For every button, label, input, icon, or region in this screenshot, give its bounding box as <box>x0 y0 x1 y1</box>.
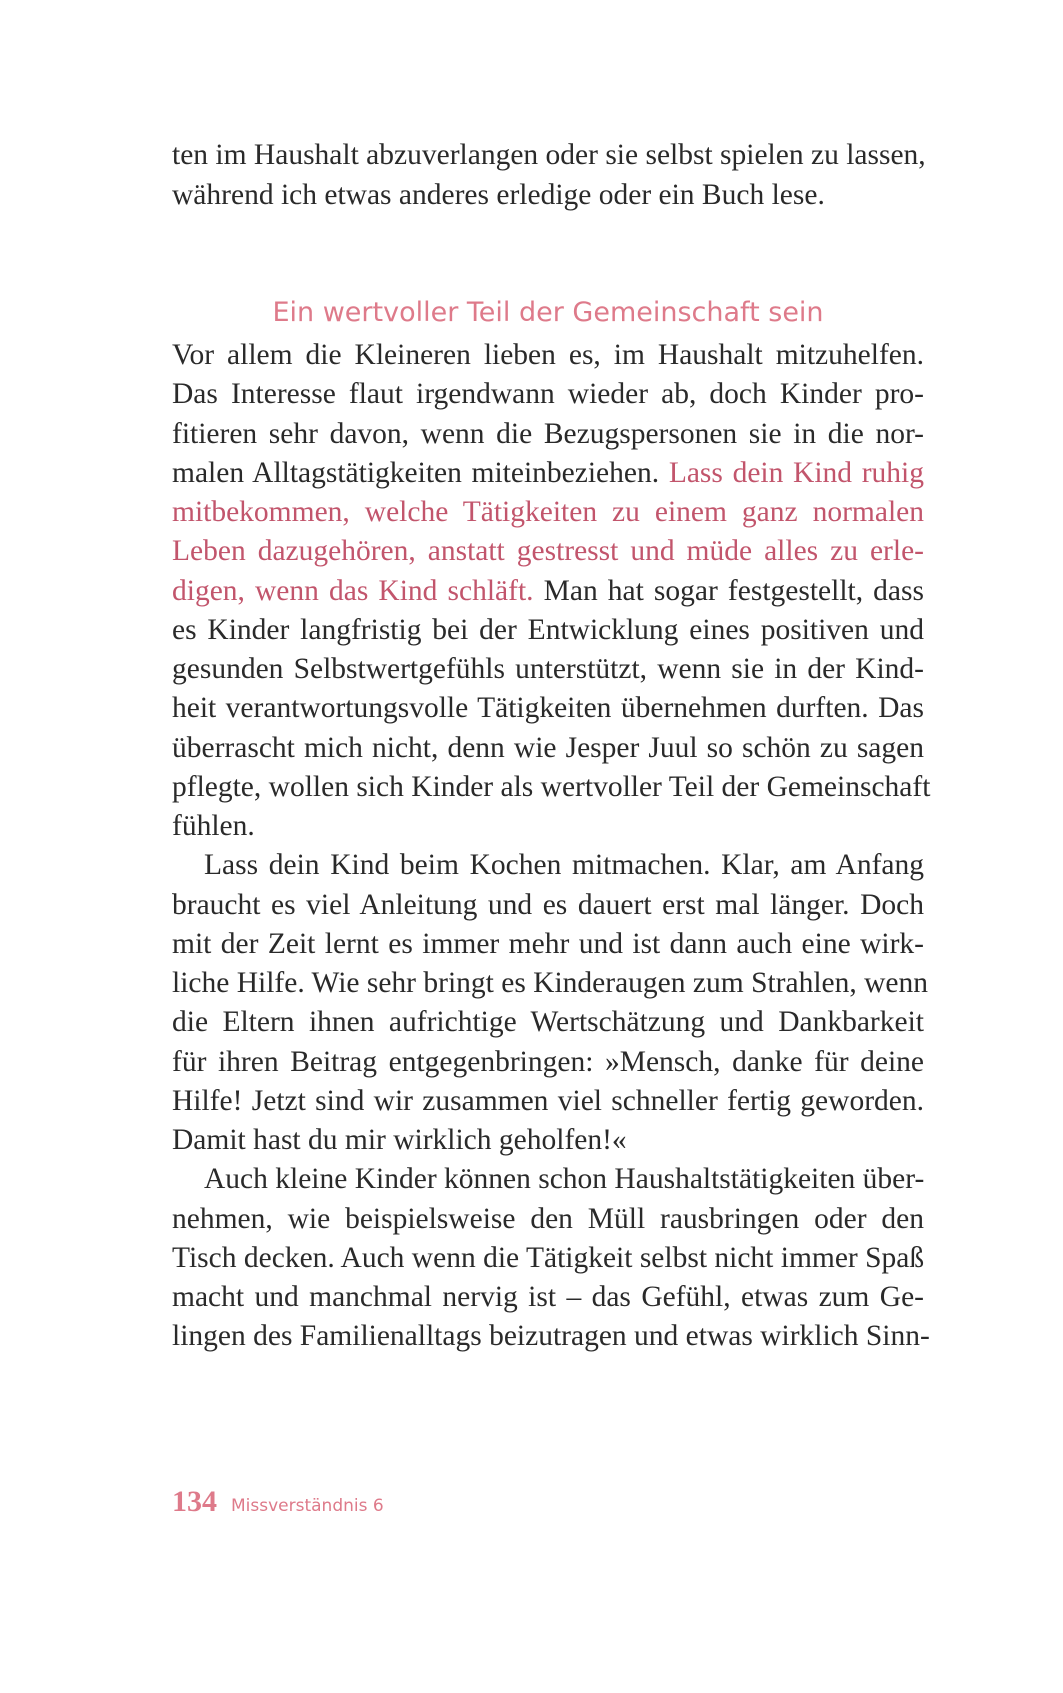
text-line: lingen des Familienalltags beizutragen und etwas wirklich Sinn- <box>172 1320 930 1352</box>
text-line: für ihren Beitrag entgegenbringen: »Mensch, danke für deine <box>172 1046 924 1078</box>
text-line: Vor allem die Kleineren lieben es, im Haushalt mitzuhelfen. <box>172 339 924 371</box>
page-footer <box>172 1485 384 1519</box>
text-line: macht und manchmal nervig ist – das Gefühl, etwas zum Ge- <box>172 1281 924 1313</box>
text-line: überrascht mich nicht, denn wie Jesper Juul so schön zu sagen <box>172 732 924 764</box>
text-line: fitieren sehr davon, wenn die Bezugspersonen sie in die nor- <box>172 418 924 450</box>
highlight-line: Leben dazugehören, anstatt gestresst und müde alles zu erle- <box>172 535 924 567</box>
text-line: Das Interesse flaut irgendwann wieder ab, doch Kinder pro- <box>172 378 924 410</box>
text-plain: Man hat sogar festgestellt, dass <box>543 575 924 607</box>
text-line: Lass dein Kind beim Kochen mitmachen. Klar, am Anfang <box>204 849 924 881</box>
text-plain: malen Alltagstätigkeiten miteinbeziehen. <box>172 457 660 489</box>
text-line <box>172 570 924 612</box>
text-line: ten im Haushalt abzuverlangen oder sie selbst spielen zu lassen, <box>172 139 926 171</box>
text-line: nehmen, wie beispielsweise den Müll rausbringen oder den <box>172 1203 924 1235</box>
text-line: heit verantwortungsvolle Tätigkeiten übernehmen durften. Das <box>172 692 924 724</box>
text-line: pflegte, wollen sich Kinder als wertvoller Teil der Gemeinschaft <box>172 771 931 803</box>
text-line: gesunden Selbstwertgefühls unterstützt, wenn sie in der Kind- <box>172 653 924 685</box>
highlight-text: digen, wenn das Kind schläft. <box>172 575 534 607</box>
text-line: Tisch decken. Auch wenn die Tätigkeit selbst nicht immer Spaß <box>172 1242 925 1274</box>
text-line: liche Hilfe. Wie sehr bringt es Kinderaugen zum Strahlen, wenn <box>172 967 929 999</box>
text-line: braucht es viel Anleitung und es dauert erst mal länger. Doch <box>172 889 924 921</box>
text-line: während ich etwas anderes erledige oder ein Buch lese. <box>172 179 825 211</box>
highlight-text: Lass dein Kind ruhig <box>668 457 924 489</box>
text-line: es Kinder langfristig bei der Entwicklung eines positiven und <box>172 614 924 646</box>
page-number: 134 <box>172 1485 217 1518</box>
text-line: Hilfe! Jetzt sind wir zusammen viel schneller fertig geworden. <box>172 1085 924 1117</box>
text-line: Auch kleine Kinder können schon Haushaltstätigkeiten über- <box>204 1163 925 1195</box>
text-line: die Eltern ihnen aufrichtige Wertschätzung und Dankbarkeit <box>172 1006 924 1038</box>
text-line: fühlen. <box>172 810 255 842</box>
text-line <box>172 452 924 494</box>
section-heading: Ein wertvoller Teil der Gemeinschaft sein <box>272 297 824 328</box>
text-line: Damit hast du mir wirklich geholfen!« <box>172 1124 627 1156</box>
text-line: mit der Zeit lernt es immer mehr und ist dann auch eine wirk- <box>172 928 924 960</box>
running-title: Missverständnis 6 <box>231 1496 384 1516</box>
highlight-line: mitbekommen, welche Tätigkeiten zu einem ganz normalen <box>172 496 924 528</box>
